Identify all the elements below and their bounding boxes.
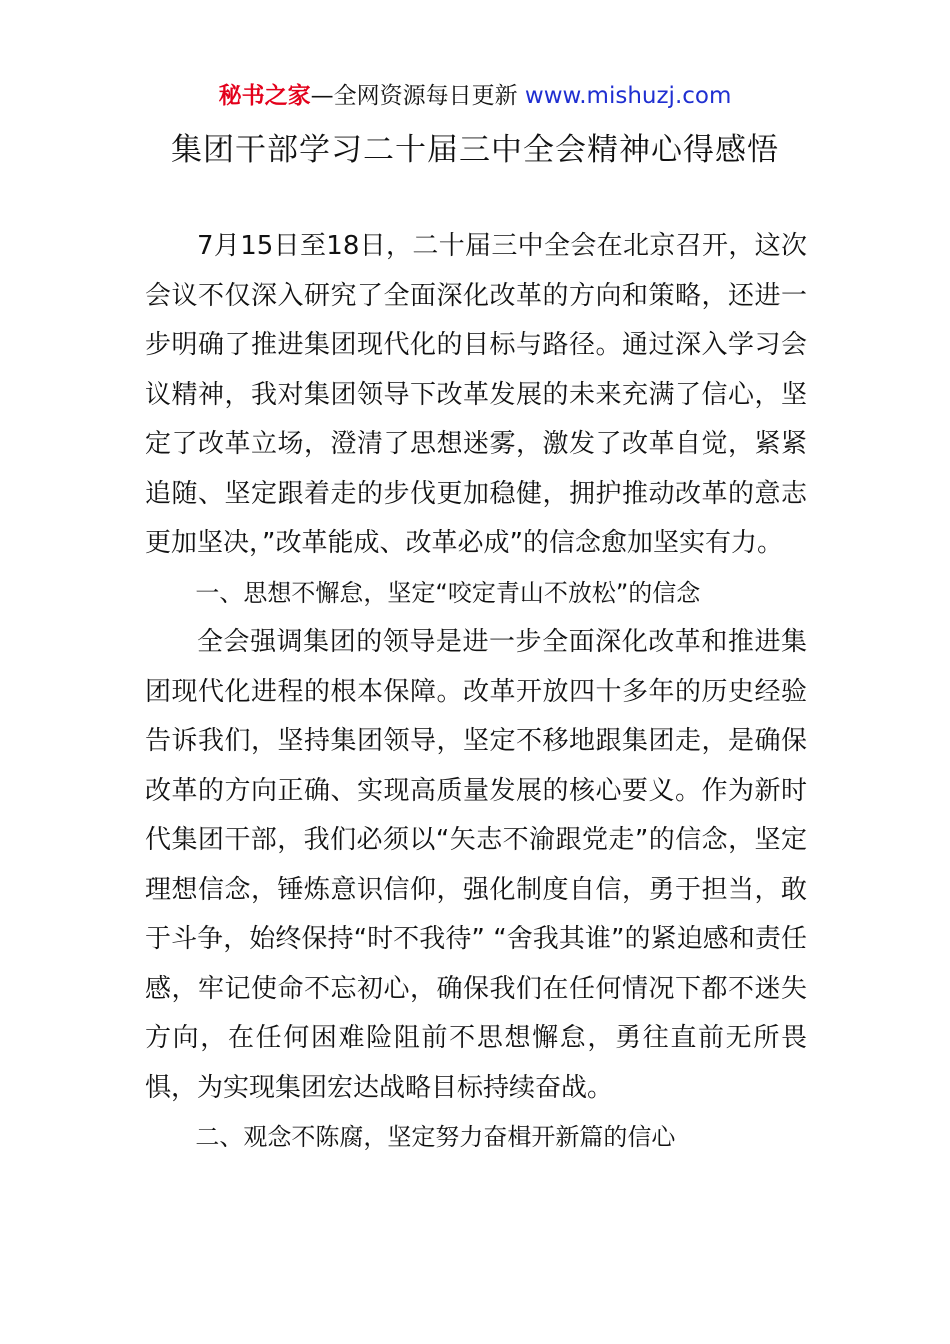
document-title: 集团干部学习二十届三中全会精神心得感悟 [171, 132, 779, 168]
site-tagline: —全网资源每日更新 [310, 83, 525, 109]
paragraph-section-1: 全会强调集团的领导是进一步全面深化改革和推进集团现代化进程的根本保障。改革开放四十多年的历史经验告诉我们，坚持集团领导，坚定不移地跟集团走，是确保改革的方向正确、实现高质量发展的核心要义。作为新时代集团干部，我们必须以“矢志不渝跟党走”的信念，坚定理想信念，锤炼意识信仰，强化制度自信，勇于担当，敢于斗争，始终保持“时不我待” “舍我其谁”的紧迫感和责任感，牢记使命不忘初心，确保我们在任何情况下都不迷失方向，在任何困难险阻前不思想懈怠，勇往直前无所畏惧，为实现集团宏达战略目标持续奋战。 [145, 627, 807, 1103]
paragraph-intro: 7月15日至18日，二十届三中全会在北京召开，这次会议不仅深入研究了全面深化改革的方向和策略，还进一步明确了推进集团现代化的目标与路径。通过深入学习会议精神，我对集团领导下改革发展的未来充满了信心，坚定了改革立场，澄清了思想迷雾，激发了改革自觉，紧紧追随、坚定跟着走的步伐更加稳健，拥护推动改革的意志更加坚决，”改革能成、改革必成”的信念愈加坚实有力。 [145, 231, 807, 558]
site-brand: 秘书之家 [218, 83, 311, 109]
document-body [145, 222, 807, 1163]
section-heading-2: 二、观念不陈腐，坚定努力奋楫开新篇的信心 [195, 1123, 676, 1151]
section-heading-1: 一、思想不懈怠，坚定“咬定青山不放松”的信念 [195, 578, 701, 607]
site-url-link[interactable]: www.mishuzj.com [524, 83, 732, 109]
site-header [0, 80, 950, 112]
